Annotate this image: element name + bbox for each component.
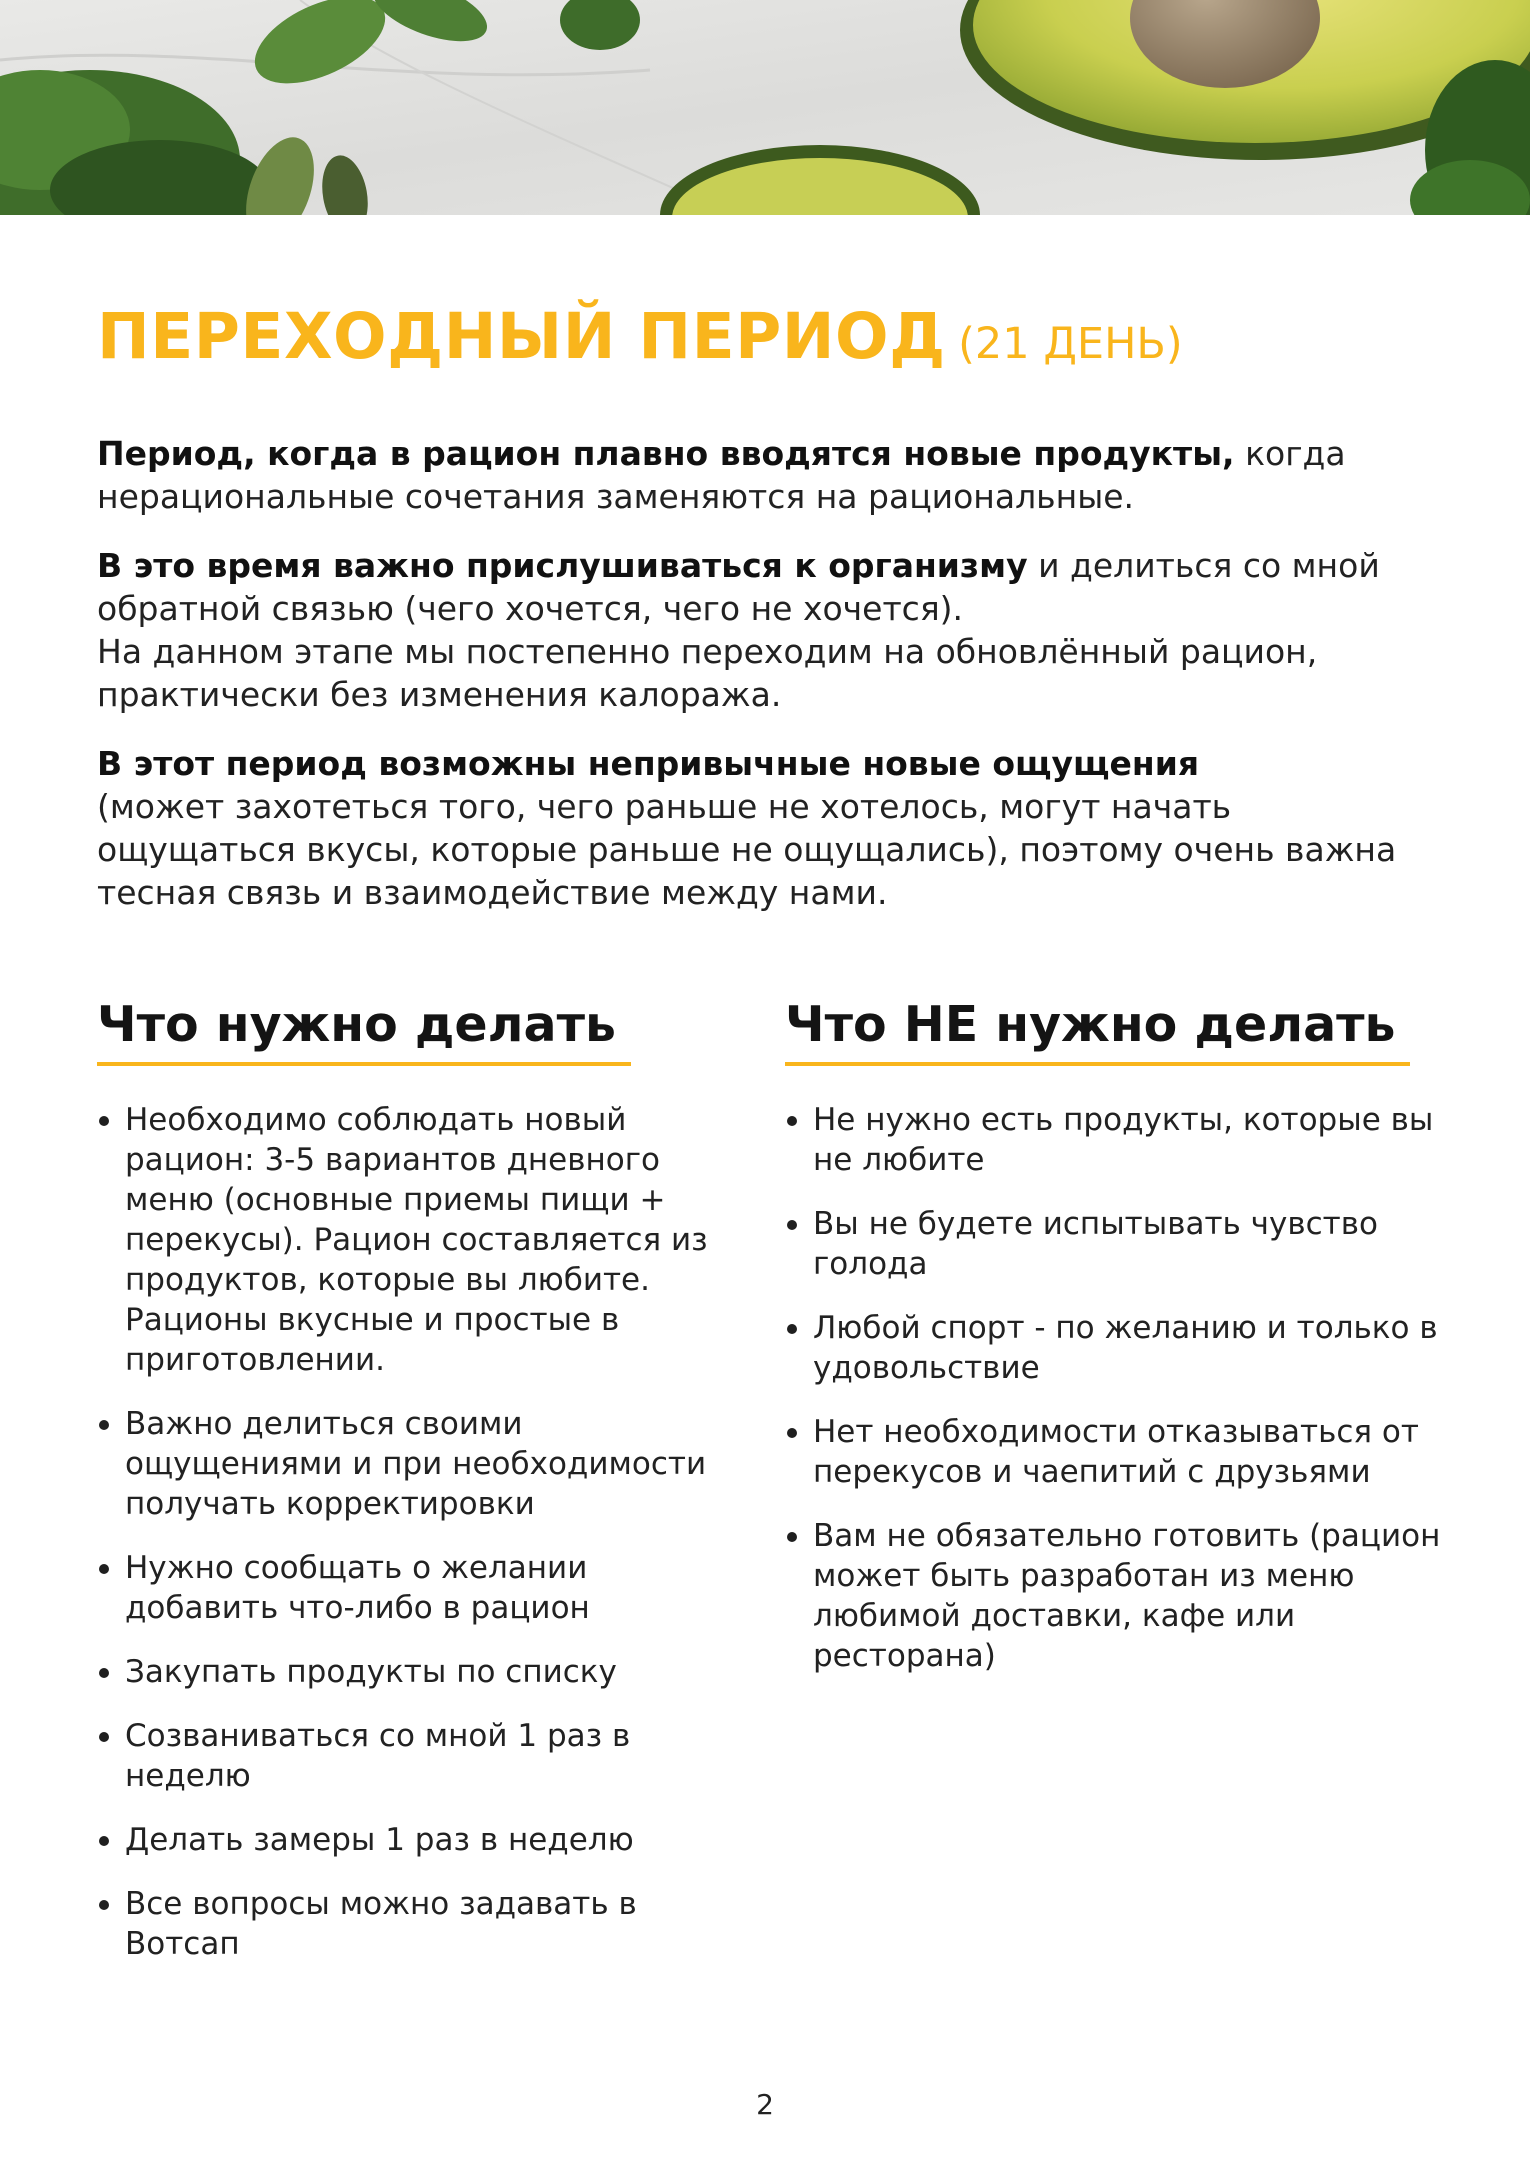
intro-paragraph-2-line2: На данном этапе мы постепенно переходим на обновлённый рацион, практически без изменения калоража.: [97, 632, 1318, 714]
page-number: 2: [756, 2088, 774, 2121]
list-item: Все вопросы можно задавать в Вотсап: [97, 1884, 747, 1964]
intro-text: [97, 432, 1437, 940]
list-item: Делать замеры 1 раз в неделю: [97, 1820, 747, 1860]
list-item: Закупать продукты по списку: [97, 1652, 747, 1692]
list-item: Важно делиться своими ощущениями и при необходимости получать корректировки: [97, 1404, 747, 1524]
intro-paragraph-2-rest: и делиться со мной обратной связью (чего хочется, чего не хочется).: [97, 546, 1380, 628]
intro-paragraph-2-bold: В это время важно прислушиваться к организму: [97, 546, 1028, 585]
do-heading-underline: [97, 1062, 631, 1066]
intro-paragraph-2: [97, 544, 1437, 716]
dont-heading-underline: [785, 1062, 1410, 1066]
intro-paragraph-3-rest: (может захотеться того, чего раньше не хотелось, могут начать ощущаться вкусы, которые раньше не ощущались), поэтому очень важна тесная связь и взаимодействие между нами.: [97, 787, 1397, 912]
intro-paragraph-1: [97, 432, 1437, 518]
list-item: Нет необходимости отказываться от перекусов и чаепитий с друзьями: [785, 1412, 1445, 1492]
list-item: Нужно сообщать о желании добавить что-либо в рацион: [97, 1548, 747, 1628]
do-list: [97, 1100, 747, 1964]
dont-list: [785, 1100, 1445, 1676]
title-main: ПЕРЕХОДНЫЙ ПЕРИОД: [97, 300, 946, 373]
vegetables-photo: [0, 0, 1530, 215]
page-title: [97, 300, 1183, 373]
list-item: Созваниваться со мной 1 раз в неделю: [97, 1716, 747, 1796]
intro-paragraph-3-bold: В этот период возможны непривычные новые ощущения: [97, 744, 1200, 783]
list-item: Вам не обязательно готовить (рацион может быть разработан из меню любимой доставки, кафе или ресторана): [785, 1516, 1445, 1676]
do-column: [97, 990, 747, 1988]
header-photo-banner: [0, 0, 1530, 215]
intro-paragraph-3: [97, 742, 1437, 914]
list-item: Любой спорт - по желанию и только в удовольствие: [785, 1308, 1445, 1388]
do-heading: Что нужно делать: [97, 996, 616, 1053]
list-item: Вы не будете испытывать чувство голода: [785, 1204, 1445, 1284]
dont-column: [785, 990, 1445, 1700]
list-item: Не нужно есть продукты, которые вы не любите: [785, 1100, 1445, 1180]
intro-paragraph-1-rest: когда нерациональные сочетания заменяются на рациональные.: [97, 434, 1346, 516]
intro-paragraph-1-bold: Период, когда в рацион плавно вводятся новые продукты,: [97, 434, 1235, 473]
list-item: Необходимо соблюдать новый рацион: 3-5 вариантов дневного меню (основные приемы пищи + перекусы). Рацион составляется из продуктов, которые вы любите. Рационы вкусные и простые в приготовлении.: [97, 1100, 747, 1380]
dont-heading: Что НЕ нужно делать: [785, 996, 1396, 1053]
title-duration: (21 ДЕНЬ): [958, 319, 1183, 369]
